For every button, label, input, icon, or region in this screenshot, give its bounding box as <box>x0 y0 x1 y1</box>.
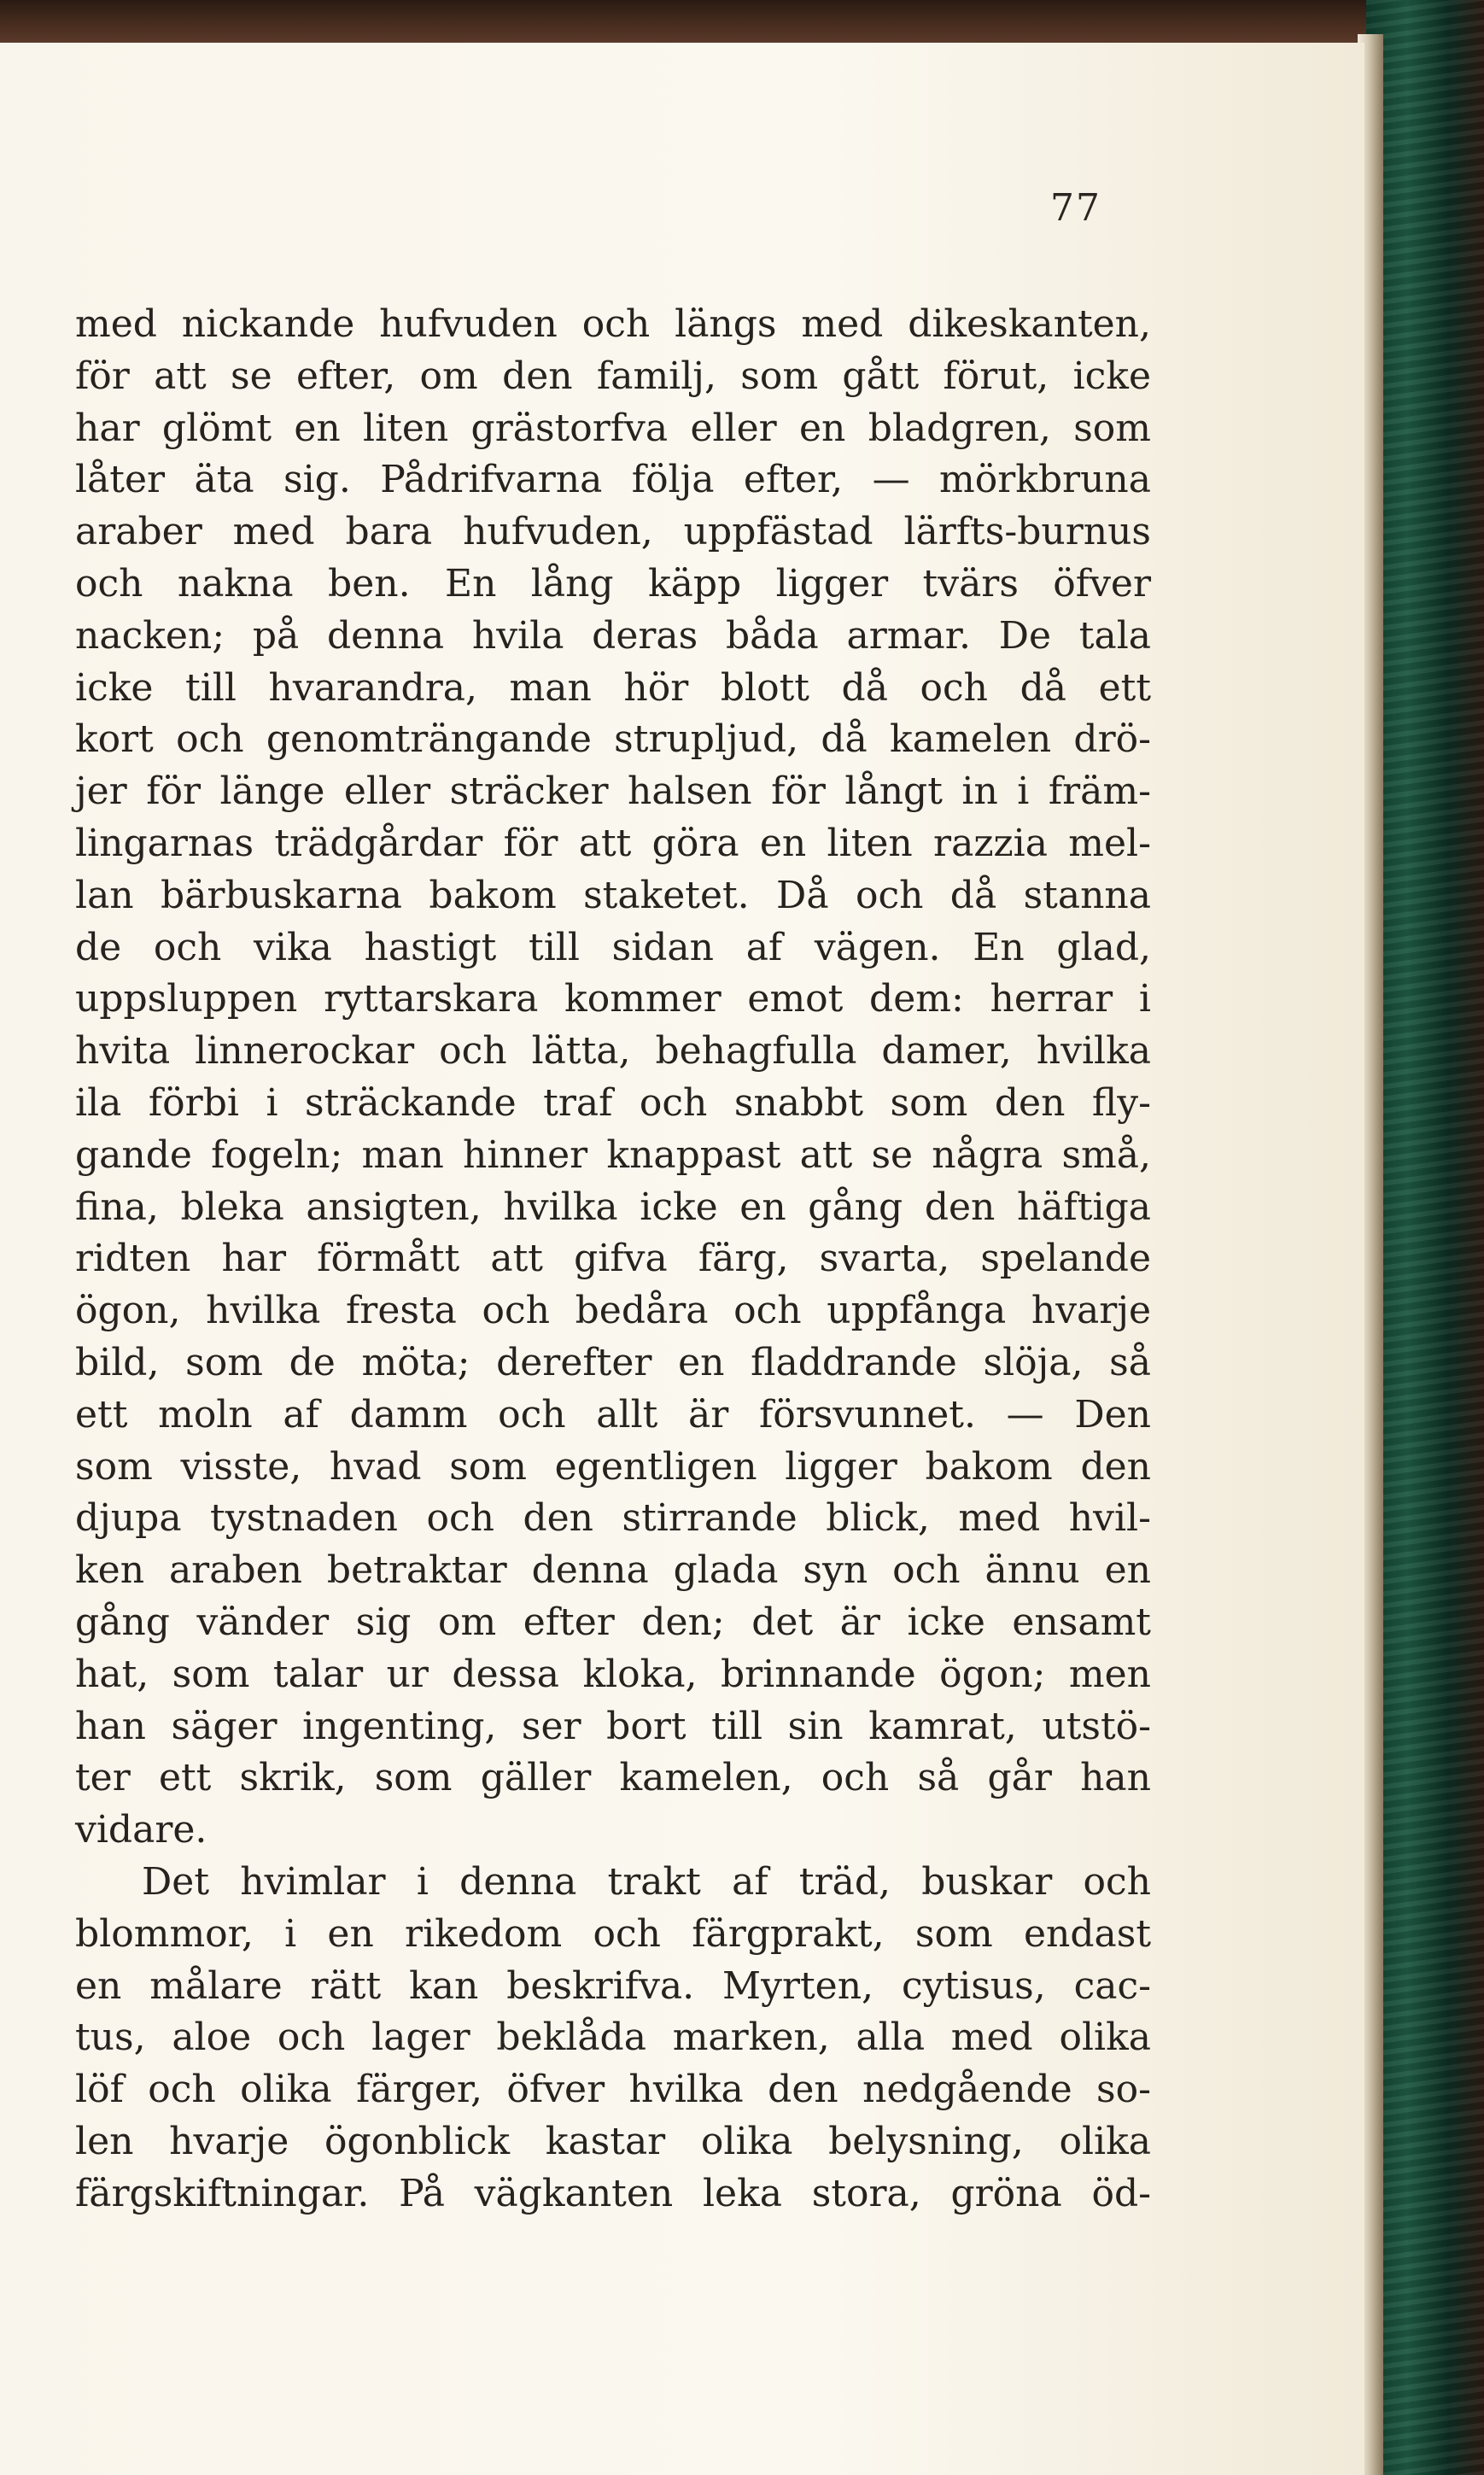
text-line: löf och olika färger, öfver hvilka den nedgående so- <box>75 2068 1151 2112</box>
text-line: hvita linnerockar och lätta, behagfulla damer, hvilka <box>75 1029 1151 1074</box>
text-line: gande fogeln; man hinner knappast att se några små, <box>75 1132 1151 1177</box>
text-line: ter ett skrik, som gäller kamelen, och så går han <box>75 1756 1151 1800</box>
text-line: han säger ingenting, ser bort till sin kamrat, utstö- <box>75 1704 1151 1748</box>
text-line: gång vänder sig om efter den; det är icke ensamt <box>75 1600 1151 1644</box>
text-line: en målare rätt kan beskrifva. Myrten, cytisus, cac- <box>75 1963 1151 2008</box>
text-line: ögon, hvilka fresta och bedåra och uppfånga hvarje <box>75 1289 1151 1333</box>
text-line: nacken; på denna hvila deras båda armar. De tala <box>75 613 1151 658</box>
text-line: icke till hvarandra, man hör blott då och då ett <box>75 665 1151 710</box>
book-top-edge <box>0 0 1484 44</box>
text-line: som visste, hvad som egentligen ligger bakom den <box>75 1444 1151 1489</box>
text-line: len hvarje ögonblick kastar olika belysning, olika <box>75 2119 1151 2163</box>
page-number: 77 <box>1050 186 1101 230</box>
text-line: lingarnas trädgårdar för att göra en liten razzia mel- <box>75 821 1151 865</box>
text-line: araber med bara hufvuden, uppfästad lärfts-burnus <box>75 510 1151 554</box>
text-line: ridten har förmått att gifva färg, svarta, spelande <box>75 1237 1151 1281</box>
text-line: ett moln af damm och allt är försvunnet. — Den <box>75 1392 1151 1436</box>
text-line: fina, bleka ansigten, hvilka icke en gång den häftiga <box>75 1185 1151 1229</box>
book-spine <box>1366 0 1484 2475</box>
text-line: hat, som talar ur dessa kloka, brinnande ögon; men <box>75 1652 1151 1696</box>
body-text <box>75 299 1151 2220</box>
text-line: lan bärbuskarna bakom staketet. Då och då stanna <box>75 873 1151 917</box>
text-line: kort och genomträngande strupljud, då kamelen drö- <box>75 717 1151 762</box>
text-line: och nakna ben. En lång käpp ligger tvärs öfver <box>75 561 1151 606</box>
text-line: de och vika hastigt till sidan af vägen. En glad, <box>75 925 1151 969</box>
text-line: för att se efter, om den familj, som gått förut, icke <box>75 354 1151 398</box>
text-line: vidare. <box>75 1808 207 1852</box>
text-line: Det hvimlar i denna trakt af träd, buskar och <box>142 1859 1151 1904</box>
text-line: låter äta sig. Pådrifvarna följa efter, — mörkbruna <box>75 458 1151 502</box>
text-line: uppsluppen ryttarskara kommer emot dem: herrar i <box>75 977 1151 1021</box>
text-line: färgskiftningar. På vägkanten leka stora, gröna öd- <box>75 2171 1151 2215</box>
text-line: har glömt en liten grästorfva eller en bladgren, som <box>75 406 1151 450</box>
text-line: djupa tystnaden och den stirrande blick, med hvil- <box>75 1496 1151 1541</box>
text-line: med nickande hufvuden och längs med dikeskanten, <box>75 302 1151 346</box>
text-line: blommor, i en rikedom och färgprakt, som endast <box>75 1911 1151 1956</box>
text-line: jer för länge eller sträcker halsen för långt in i främ- <box>75 769 1151 814</box>
text-line: tus, aloe och lager beklåda marken, alla med olika <box>75 2016 1151 2060</box>
text-line: ila förbi i sträckande traf och snabbt som den fly- <box>75 1080 1151 1125</box>
text-line: ken araben betraktar denna glada syn och ännu en <box>75 1548 1151 1593</box>
text-line: bild, som de möta; derefter en fladdrande slöja, så <box>75 1340 1151 1384</box>
